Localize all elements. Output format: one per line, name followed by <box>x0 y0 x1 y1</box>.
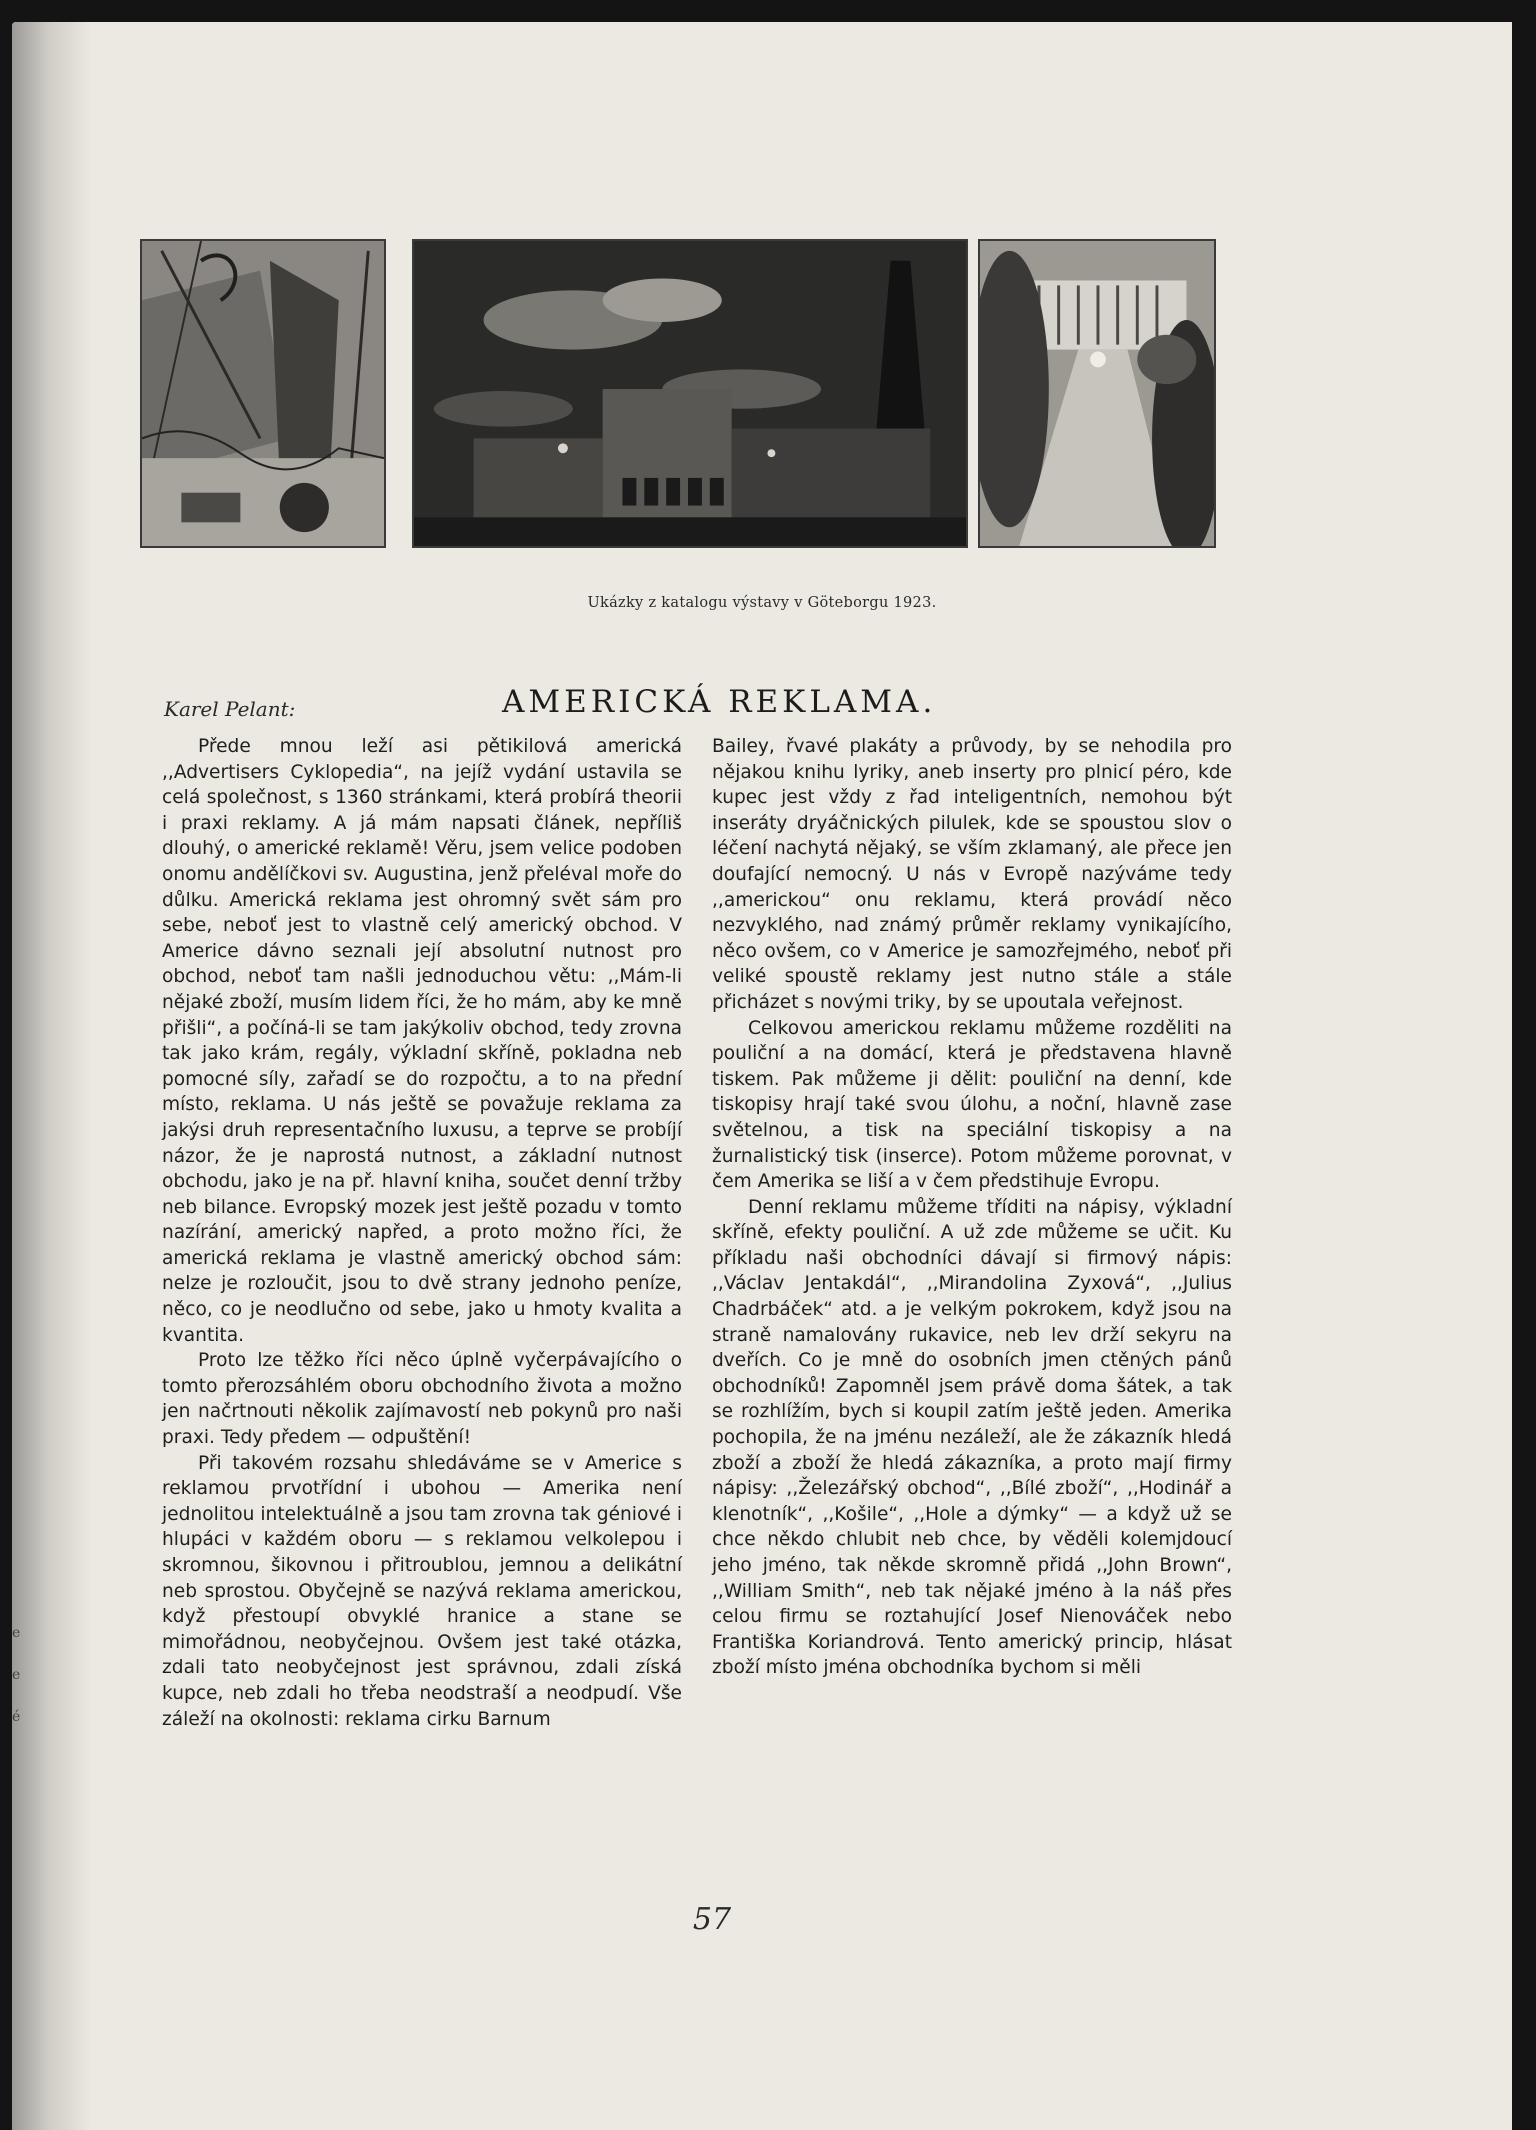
figure-caption: Ukázky z katalogu výstavy v Göteborgu 1923. <box>587 595 937 611</box>
paragraph: Přede mnou leží asi pětikilová americká ,,Advertisers Cyklopedia“, na jejíž vydání ustavila se celá společnost, s 1360 stránkami, která probírá theorii i praxi reklamy. A já mám napsati článek, nepříliš dlouhý, o americké reklamě! Věru, jsem velice podoben onomu andělíčkovi sv. Augustina, jenž přeléval moře do důlku. Americká reklama jest ohromný svět sám pro sebe, neboť jest to vlastně celý americký obchod. V Americe dávno seznali její absolutní nutnost pro obchod, neboť tam našli jednoduchou větu: ,,Mám-li nějaké zboží, musím lidem říci, že ho mám, aby ke mně přišli“, a počíná-li se tam jakýkoliv obchod, tedy zrovna tak jako krám, regály, výkladní skříně, pokladna neb pomocné síly, zařadí se do rozpočtu, a to na přední místo, reklama. U nás ještě se považuje reklama za jakýsi druh representačního luxusu, a teprve se probíjí názor, že je naprostá nutnost, a základní nutnost obchodu, jako je na př. hlavní kniha, součet denní tržby neb bilance. Evropský mozek jest ještě pozadu v tomto nazírání, americký napřed, a proto možno říci, že americká reklama je vlastně americký obchod sám: nelze je rozloučit, jsou to dvě strany jednoho peníze, něco, co je neodlučno od sebe, jako u hmoty kvalita a kvantita. <box>162 736 682 1346</box>
text-column-left <box>162 734 682 1732</box>
page-gutter-shadow <box>12 22 92 2130</box>
page-number: 57 <box>692 1902 732 1937</box>
illustration-park-palace <box>978 239 1216 548</box>
margin-letter: e <box>12 1667 21 1683</box>
paragraph: Při takovém rozsahu shledáváme se v Americe s reklamou prvotřídní i ubohou — Amerika není jednolitou intelektuálně a jsou tam zrovna tak géniové i hlupáci v každém oboru — s reklamou velkolepou i skromnou, šikovnou i přitroublou, jemnou a delikátní neb sprostou. Obyčejně se nazývá reklama americkou, když přestoupí obvyklé hranice a stane se mimořádnou, neobyčejnou. Ovšem jest také otázka, zdali tato neobyčejnost jest správnou, zdali získá kupce, neb zdali ho třeba neodstraší a neodpudí. Vše záleží na okolnosti: reklama cirku Barnum <box>162 1452 682 1730</box>
paragraph: Denní reklamu můžeme tříditi na nápisy, výkladní skříně, efekty pouliční. A už zde můžeme se učit. Ku příkladu naši obchodníci dávají si firmový nápis: ,,Václav Jentakdál“, ,,Mirandolina Zyxová“, ,,Julius Chadrbáček“ atd. a je velkým pokrokem, když jsou na straně namalovány rukavice, neb lev drží sekyru na dveřích. Co je mně do osobních jmen ctěných pánů obchodníků! Zapomněl jsem právě doma šátek, a tak se rozhlížím, bych si koupil zatím ještě jeden. Amerika pochopila, že na jménu nezáleží, ale že zákazník hledá zboží a zboží že hledá zákazníka, a proto mají firmy nápisy: ,,Železářský obchod“, ,,Bílé zboží“, ,,Hodinář a klenotník“, ,,Košile“, ,,Hole a dýmky“ — a když už se chce někdo chlubit neb chce, by věděli kolemjdoucí jeho jméno, tak někde skromně přidá ,,John Brown“, ,,William Smith“, neb tak nějaké jméno à la náš přes celou firmu se roztahující Josef Nienováček nebo Františka Koriandrová. Tento americký princip, hlásat zboží místo jména obchodníka bychom si měli <box>712 1196 1232 1679</box>
paragraph: Bailey, řvavé plakáty a průvody, by se nehodila pro nějakou knihu lyriky, aneb inserty pro plnicí péro, kde kupec jest vždy z řad inteligentních, nemohou být inseráty dryáčnických pilulek, kde se spoustou slov o léčení nachytá nějaký, se vším zklamaný, ale přece jen doufající nemocný. U nás v Evropě nazýváme tedy ,,americkou“ onu reklamu, která provádí něco nezvyklého, nad známý průměr reklamy vynikajícího, něco ovšem, co v Americe je samozřejmého, neboť při veliké spoustě reklamy jest nutno stále a stále přicházet s novými triky, by se upoutala veřejnost. <box>712 736 1232 1013</box>
article-author: Karel Pelant: <box>164 697 296 721</box>
adjacent-page-letters <box>12 1612 32 1738</box>
illustration-night-city <box>412 239 968 548</box>
article-title: AMERICKÁ REKLAMA. <box>502 684 937 720</box>
margin-letter: é <box>12 1709 21 1725</box>
text-column-right <box>712 734 1232 1681</box>
paragraph: Proto lze těžko říci něco úplně vyčerpávajícího o tomto přerozsáhlém oboru obchodního života a možno jen načrtnouti několik zajímavostí neb pokynů pro naši praxi. Tedy předem — odpuštění! <box>162 1350 682 1449</box>
margin-letter: e <box>12 1625 21 1641</box>
illustration-harbour <box>140 239 386 548</box>
paragraph: Celkovou americkou reklamu můžeme rozděliti na pouliční a na domácí, která je představena hlavně tiskem. Pak můžeme ji dělit: pouliční na denní, kde tiskopisy hrají také svou úlohu, a noční, hlavně zase světelnou, a tisk na speciální tiskopisy a na žurnalistický tisk (inserce). Potom můžeme porovnat, v čem Amerika se liší a v čem předstihuje Evropu. <box>712 1017 1232 1193</box>
book-page <box>12 22 1512 2130</box>
